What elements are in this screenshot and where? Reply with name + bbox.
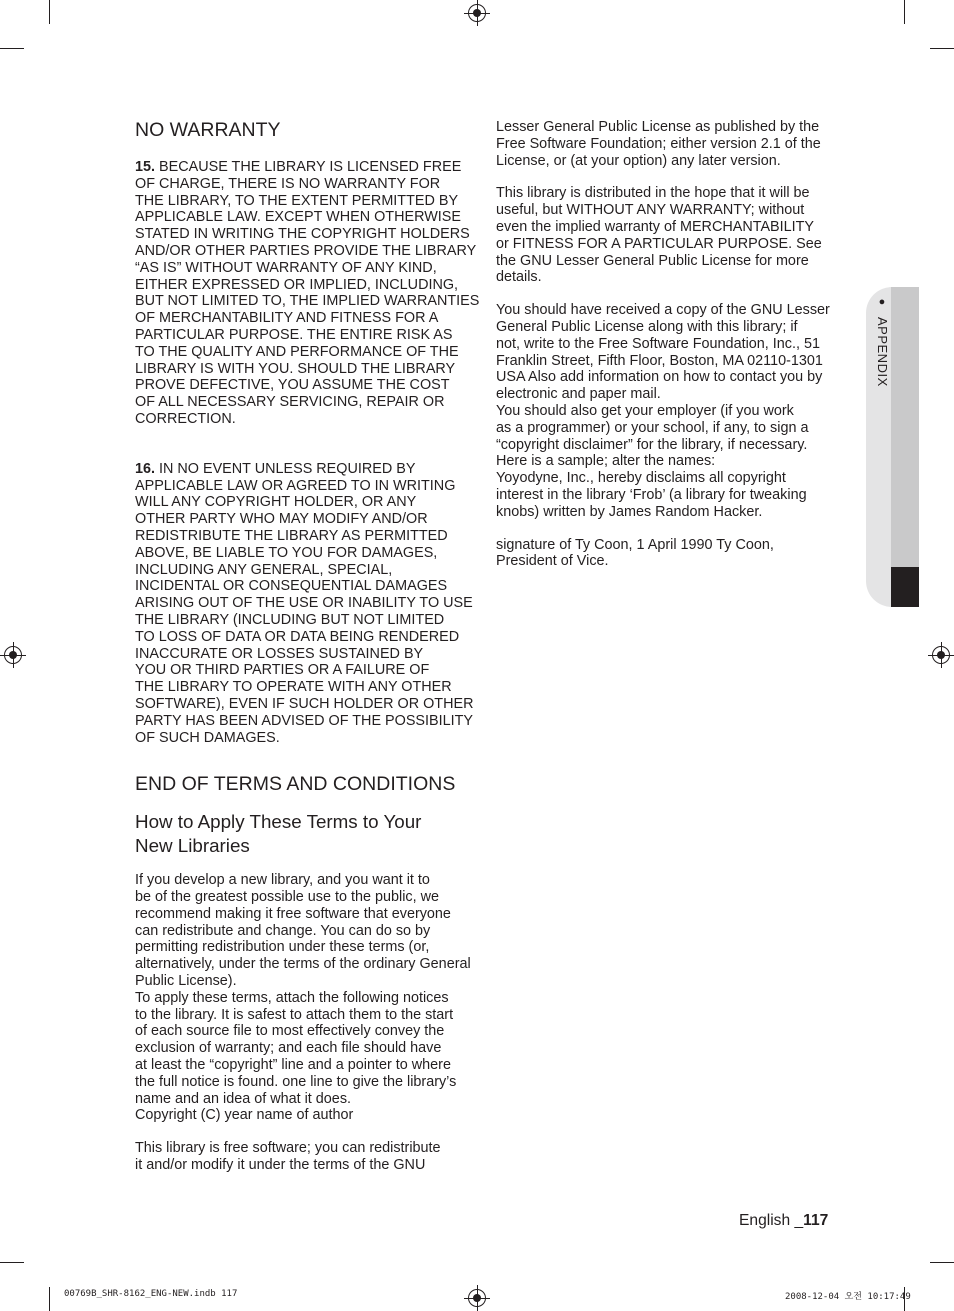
crop-mark <box>49 1287 50 1311</box>
page-number: 117 <box>803 1212 829 1229</box>
side-tab-marker <box>891 567 919 607</box>
clause-15 <box>135 159 480 428</box>
heading-no-warranty: NO WARRANTY <box>135 119 281 141</box>
side-tab-bar <box>891 287 919 567</box>
registration-mark-icon <box>468 4 486 22</box>
section-label: APPENDIX <box>875 316 890 387</box>
crop-mark <box>930 48 954 49</box>
paragraph-lgpl: Lesser General Public License as published by the Free Software Foundation; either version 2.1 of the License, or (at your option) any later version. <box>496 119 821 169</box>
registration-mark-icon <box>468 1289 486 1307</box>
left-column <box>135 118 480 1174</box>
paragraph-distributed: This library is distributed in the hope that it will be useful, but WITHOUT ANY WARRANTY; without even the implied warranty of MERCHANTABILITY or FITNESS FOR A PARTICULAR PURPOSE. See the GNU Lesser General Public License for more details. <box>496 185 822 286</box>
crop-mark <box>49 0 50 24</box>
registration-mark-icon <box>932 646 950 664</box>
print-slug-file: 00769B_SHR-8162_ENG-NEW.indb 117 <box>64 1289 238 1299</box>
footer-language: English _ <box>739 1212 804 1229</box>
paragraph-signature: signature of Ty Coon, 1 April 1990 Ty Coon, President of Vice. <box>496 536 774 570</box>
clause-number: 16. <box>135 460 156 477</box>
paragraph-received-copy: You should have received a copy of the GNU Lesser General Public License along with this library; if not, write to the Free Software Foundation, Inc., 51 Franklin Street, Fifth Floor, Boston, MA 02110-1301 USA Also add information on how to contact you by electronic and paper mail. You should also get your employer (if you work as a programmer) or your school, if any, to sign a “copyright disclaimer” for the library, if necessary. Here is a sample; alter the names: Yoyodyne, Inc., hereby disclaims all copyright interest in the library ‘Frob’ (a library for tweaking knobs) written by James Random Hacker. <box>496 302 830 520</box>
paragraph-apply-terms: If you develop a new library, and you want it to be of the greatest possible use to the public, we recommend making it free software that everyone can redistribute and change. You can do so by permitting redistribution under these terms (or, alternatively, under the terms of the ordinary General Public License). To apply these terms, attach the following notices to the library. It is safest to attach them to the start of each source file to most effectively convey the exclusion of warranty; and each file should have at least the “copyright” line and a pointer to where the full notice is found. one line to give the library’s name and an idea of what it does. Copyright (C) year name of author <box>135 872 471 1124</box>
registration-mark-icon <box>4 646 22 664</box>
crop-mark <box>0 48 24 49</box>
side-tab-label <box>872 296 890 406</box>
paragraph-free-software: This library is free software; you can redistribute it and/or modify it under the terms of the GNU <box>135 1140 441 1174</box>
heading-how-to-apply: How to Apply These Terms to Your New Libraries <box>135 811 422 857</box>
heading-end-of-terms: END OF TERMS AND CONDITIONS <box>135 773 456 796</box>
clause-text: IN NO EVENT UNLESS REQUIRED BY APPLICABLE LAW OR AGREED TO IN WRITING WILL ANY COPYRIGHT HOLDER, OR ANY OTHER PARTY WHO MAY MODIFY AND/OR REDISTRIBUTE THE LIBRARY AS PERMITTED ABOVE, BE LIABLE TO YOU FOR DAMAGES, INCLUDING ANY GENERAL, SPECIAL, INCIDENTAL OR CONSEQUENTIAL DAMAGES ARISING OUT OF THE USE OR INABILITY TO USE THE LIBRARY (INCLUDING BUT NOT LIMITED TO LOSS OF DATA OR DATA BEING RENDERED INACCURATE OR LOSSES SUSTAINED BY YOU OR THIRD PARTIES OR A FAILURE OF THE LIBRARY TO OPERATE WITH ANY OTHER SOFTWARE), EVEN IF SUCH HOLDER OR OTHER PARTY HAS BEEN ADVISED OF THE POSSIBILITY OF SUCH DAMAGES. <box>135 460 474 746</box>
page-footer <box>739 1212 828 1230</box>
right-column <box>496 119 841 570</box>
print-slug-date: 2008-12-04 오전 10:17:49 <box>785 1292 911 1302</box>
bullet-icon: ● <box>876 296 888 309</box>
crop-mark <box>930 1262 954 1263</box>
crop-mark <box>904 0 905 24</box>
clause-number: 15. <box>135 159 156 175</box>
crop-mark <box>0 1262 24 1263</box>
clause-text: BECAUSE THE LIBRARY IS LICENSED FREE OF CHARGE, THERE IS NO WARRANTY FOR THE LIBRARY, TO THE EXTENT PERMITTED BY APPLICABLE LAW. EXCEPT WHEN OTHERWISE STATED IN WRITING THE COPYRIGHT HOLDERS AND/OR OTHER PARTIES PROVIDE THE LIBRARY “AS IS” WITHOUT WARRANTY OF ANY KIND, EITHER EXPRESSED OR IMPLIED, INCLUDING, BUT NOT LIMITED TO, THE IMPLIED WARRANTIES OF MERCHANTABILITY AND FITNESS FOR A PARTICULAR PURPOSE. THE ENTIRE RISK AS TO THE QUALITY AND PERFORMANCE OF THE LIBRARY IS WITH YOU. SHOULD THE LIBRARY PROVE DEFECTIVE, YOU ASSUME THE COST OF ALL NECESSARY SERVICING, REPAIR OR CORRECTION. <box>135 159 480 427</box>
clause-16 <box>135 461 480 747</box>
